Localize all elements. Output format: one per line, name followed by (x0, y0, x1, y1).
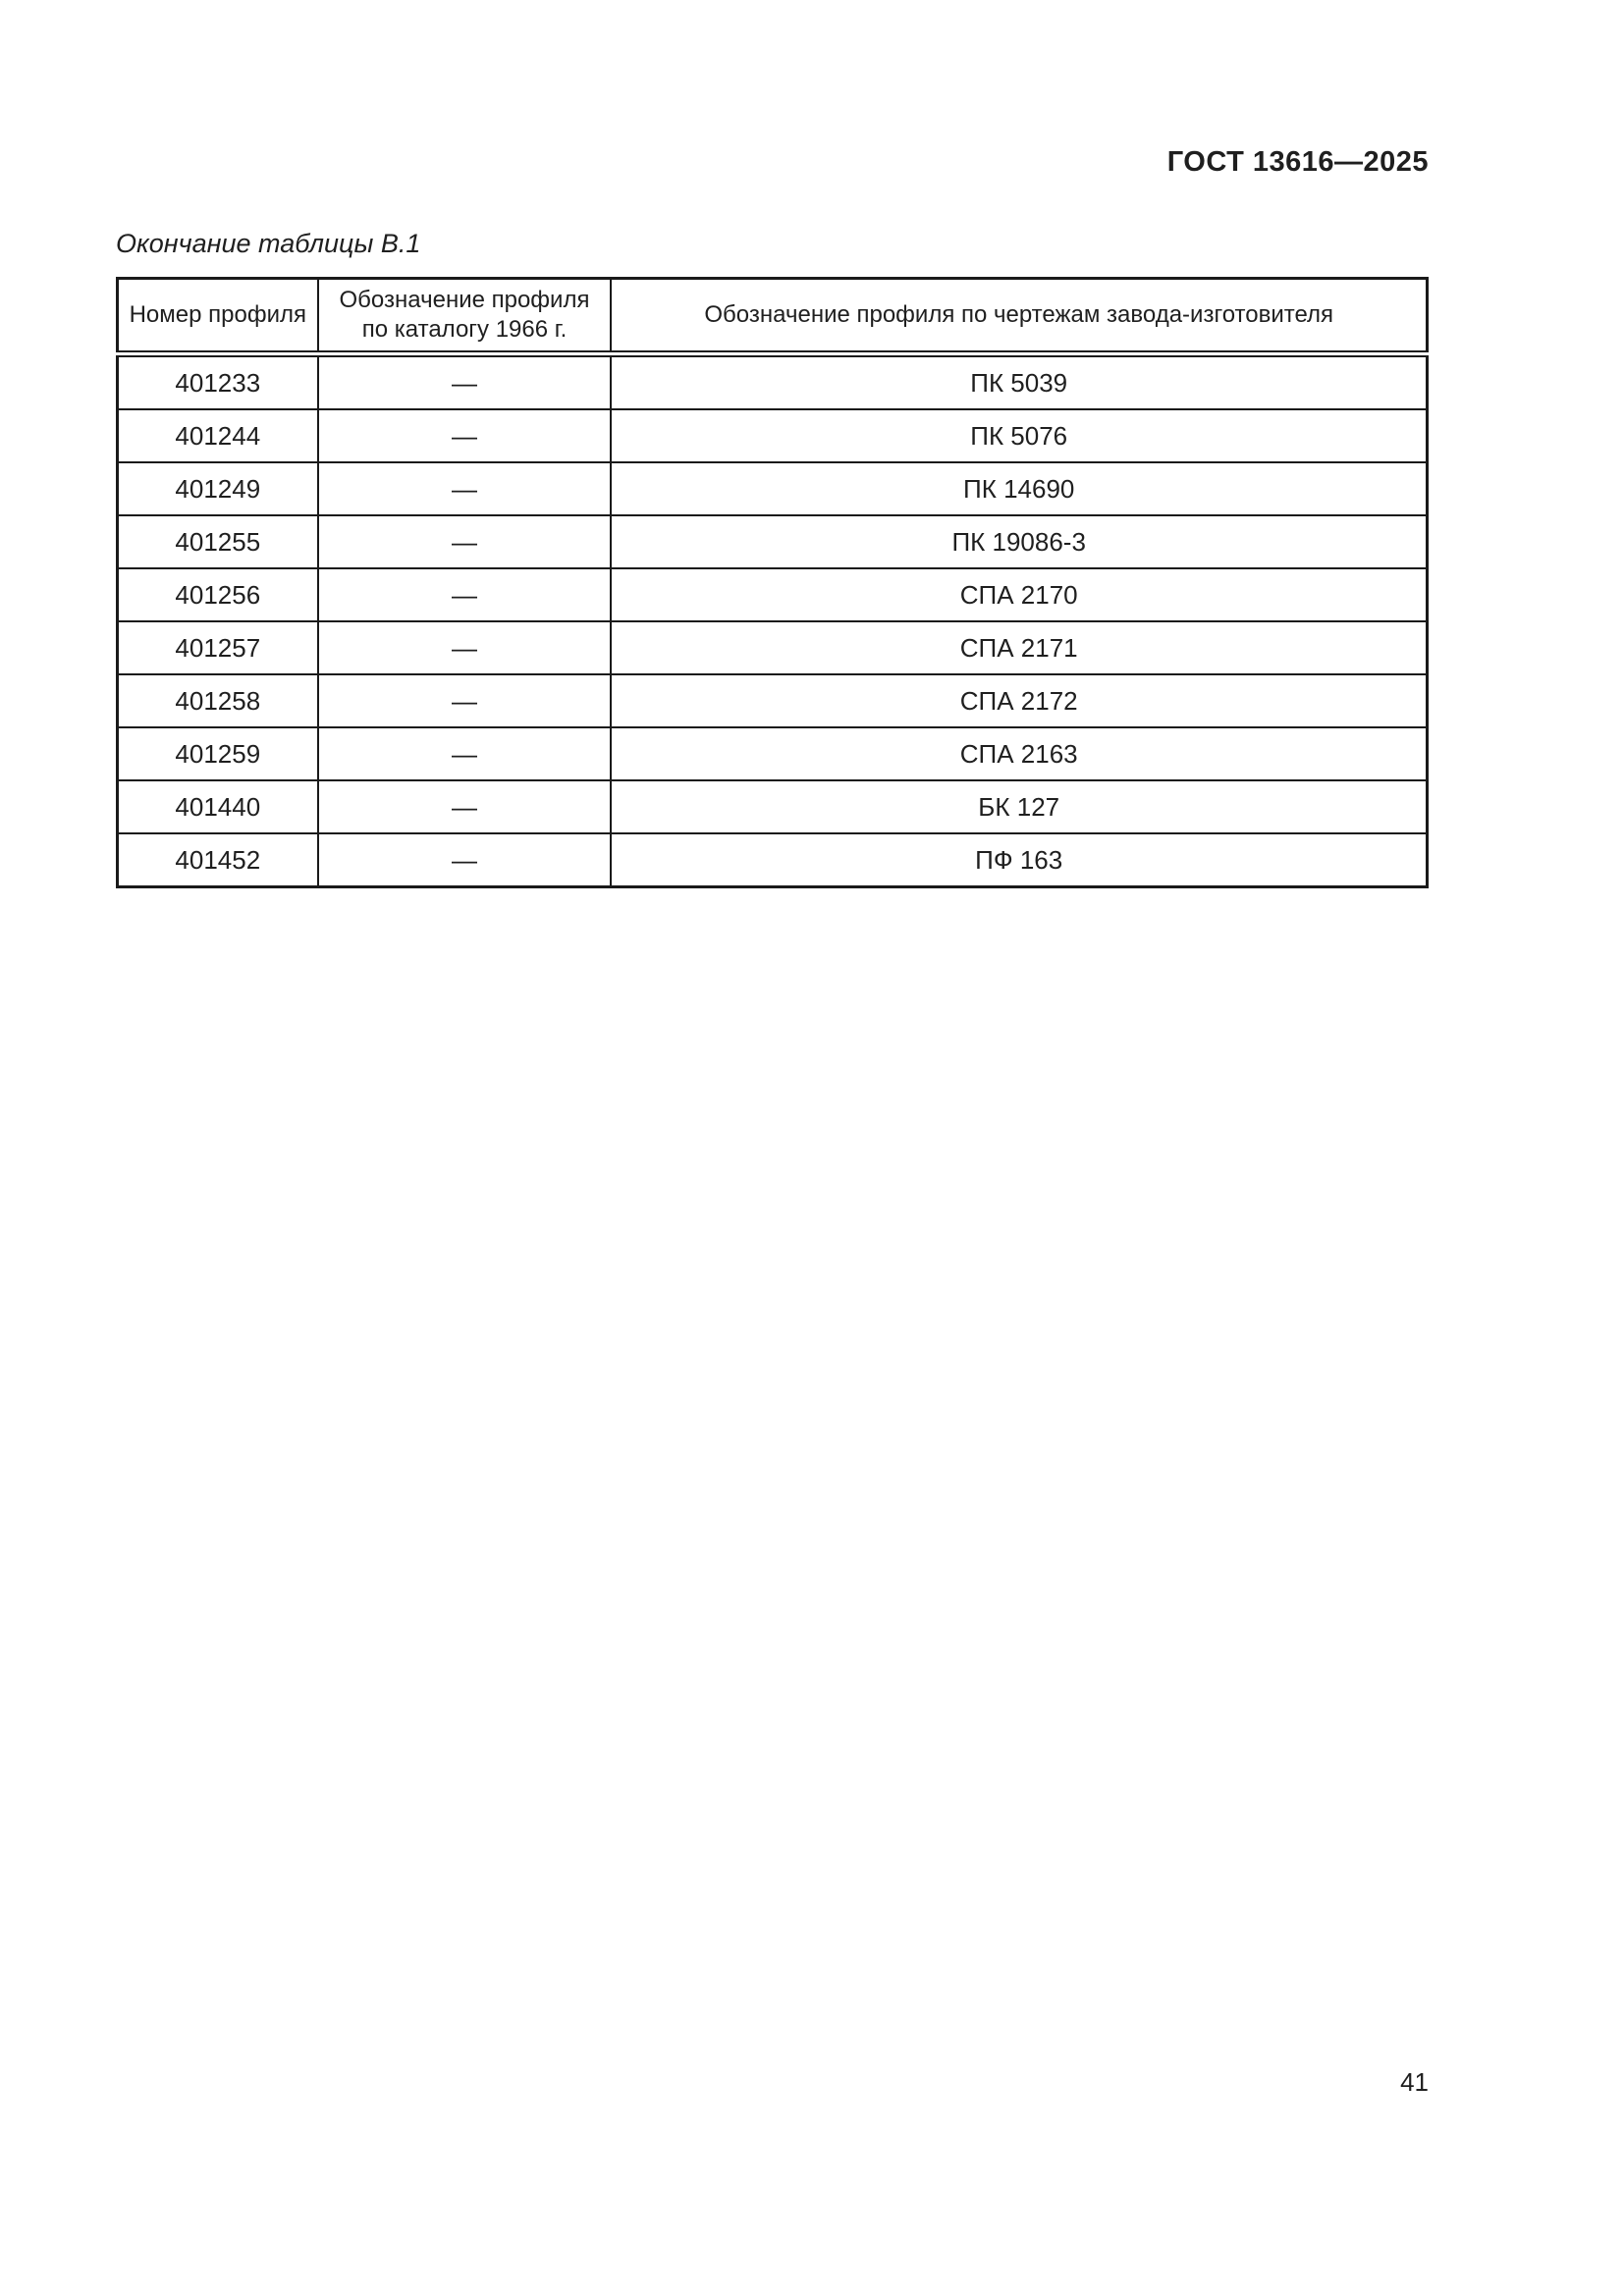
cell-catalog-designation: — (318, 409, 612, 462)
column-header-profile-number: Номер профиля (118, 279, 318, 354)
cell-profile-number: 401249 (118, 462, 318, 515)
cell-profile-number: 401440 (118, 780, 318, 833)
cell-catalog-designation: — (318, 674, 612, 727)
table-row (118, 621, 1428, 674)
table-row (118, 568, 1428, 621)
cell-factory-designation: СПА 2163 (611, 727, 1427, 780)
cell-factory-designation: ПК 14690 (611, 462, 1427, 515)
cell-catalog-designation: — (318, 515, 612, 568)
cell-factory-designation: ПК 5039 (611, 354, 1427, 410)
cell-catalog-designation: — (318, 833, 612, 887)
cell-factory-designation: СПА 2170 (611, 568, 1427, 621)
cell-profile-number: 401256 (118, 568, 318, 621)
cell-catalog-designation: — (318, 354, 612, 410)
table-caption: Окончание таблицы В.1 (116, 229, 421, 258)
document-code: ГОСТ 13616—2025 (1166, 146, 1429, 178)
cell-profile-number: 401259 (118, 727, 318, 780)
cell-catalog-designation: — (318, 462, 612, 515)
cell-catalog-designation: — (318, 780, 612, 833)
cell-profile-number: 401258 (118, 674, 318, 727)
cell-profile-number: 401233 (118, 354, 318, 410)
profiles-table (116, 277, 1429, 888)
table-row (118, 515, 1428, 568)
table-header (118, 279, 1428, 354)
column-header-catalog-designation: Обозначение профиля по каталогу 1966 г. (318, 279, 612, 354)
page-number: 41 (1400, 2067, 1429, 2097)
cell-profile-number: 401244 (118, 409, 318, 462)
table-header-row (118, 279, 1428, 354)
table-row (118, 833, 1428, 887)
cell-factory-designation: ПК 5076 (611, 409, 1427, 462)
cell-profile-number: 401452 (118, 833, 318, 887)
cell-catalog-designation: — (318, 621, 612, 674)
table-row (118, 674, 1428, 727)
cell-catalog-designation: — (318, 727, 612, 780)
page-content (116, 0, 1429, 888)
table-row (118, 462, 1428, 515)
cell-factory-designation: ПФ 163 (611, 833, 1427, 887)
cell-factory-designation: ПК 19086-3 (611, 515, 1427, 568)
table-body (118, 354, 1428, 887)
cell-factory-designation: БК 127 (611, 780, 1427, 833)
cell-profile-number: 401257 (118, 621, 318, 674)
table-row (118, 727, 1428, 780)
cell-factory-designation: СПА 2172 (611, 674, 1427, 727)
cell-factory-designation: СПА 2171 (611, 621, 1427, 674)
cell-profile-number: 401255 (118, 515, 318, 568)
table-row (118, 780, 1428, 833)
table-row (118, 409, 1428, 462)
column-header-factory-designation: Обозначение профиля по чертежам завода-изготовителя (611, 279, 1427, 354)
table-row (118, 354, 1428, 410)
cell-catalog-designation: — (318, 568, 612, 621)
